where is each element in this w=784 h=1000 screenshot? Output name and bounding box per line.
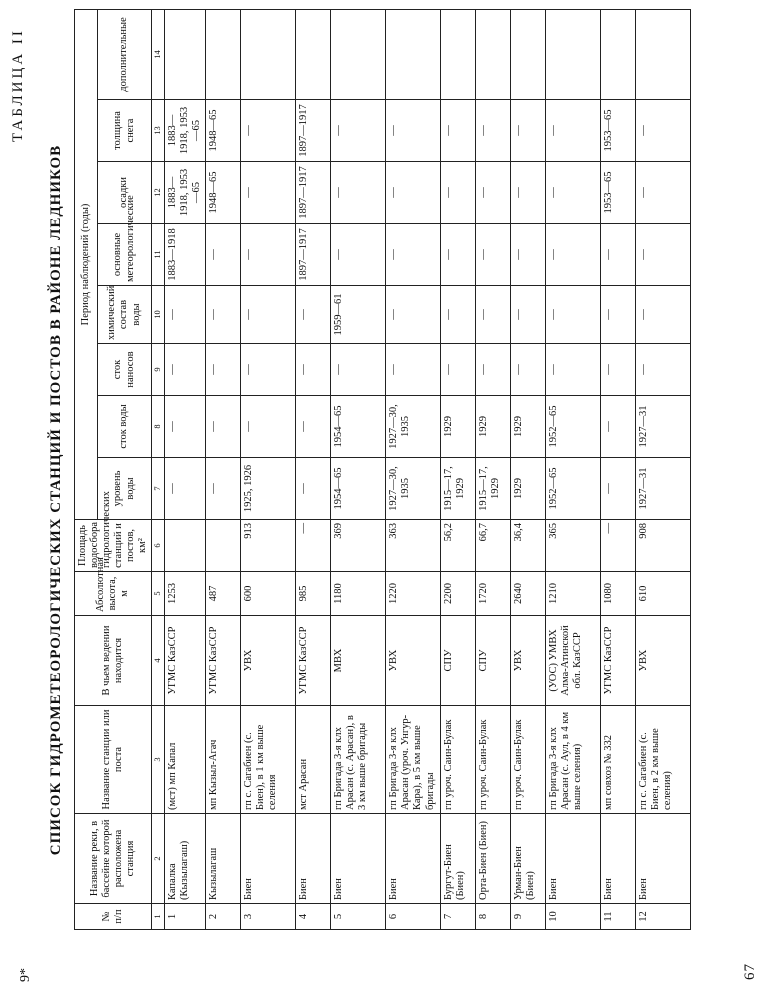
cell-snow: — <box>441 100 476 162</box>
cell-sediment: — <box>476 344 511 396</box>
cell-meteo: — <box>636 224 691 286</box>
cell-meteo: — <box>476 224 511 286</box>
cell-agency: УГМС КазССР <box>601 616 636 706</box>
cell-meteo: — <box>546 224 601 286</box>
cell-agency: СПУ <box>476 616 511 706</box>
cell-station: мст Арасан <box>296 706 331 814</box>
cell-chemistry: — <box>546 286 601 344</box>
cell-sediment: — <box>546 344 601 396</box>
cell-precip: — <box>546 162 601 224</box>
cell-snow: 1897—1917 <box>296 100 331 162</box>
cell-river: Биен <box>386 814 441 904</box>
cell-extra <box>331 9 386 99</box>
cell-agency: УВХ <box>386 616 441 706</box>
cell-level: 1929 <box>511 458 546 520</box>
header-meteo: основные метеорологические <box>97 224 152 286</box>
cell-num: 2 <box>206 904 241 930</box>
cell-flow: 1929 <box>441 396 476 458</box>
cell-station: гп уроч. Саин-Булак <box>511 706 546 814</box>
col-number: 5 <box>152 572 165 616</box>
cell-altitude: 1720 <box>476 572 511 616</box>
header-precip: осадки <box>97 162 152 224</box>
table-row <box>206 9 241 929</box>
cell-meteo: — <box>206 224 241 286</box>
cell-meteo: — <box>331 224 386 286</box>
cell-level: 1925, 1926 <box>241 458 296 520</box>
cell-extra <box>241 9 296 99</box>
cell-area: 913 <box>241 520 296 572</box>
header-level: уровень воды <box>97 458 152 520</box>
cell-snow: — <box>546 100 601 162</box>
cell-num: 5 <box>331 904 386 930</box>
cell-agency: СПУ <box>441 616 476 706</box>
cell-precip: — <box>476 162 511 224</box>
cell-river: Биен <box>296 814 331 904</box>
header-flow: сток воды <box>97 396 152 458</box>
cell-precip: — <box>636 162 691 224</box>
cell-precip: 1897—1917 <box>296 162 331 224</box>
table-row <box>241 9 296 929</box>
cell-station: гп уроч. Саин-Булак <box>476 706 511 814</box>
cell-snow: 1953—65 <box>601 100 636 162</box>
cell-extra <box>476 9 511 99</box>
cell-river: Кызылагаш <box>206 814 241 904</box>
cell-flow: 1954—65 <box>331 396 386 458</box>
cell-agency: УГМС КазССР <box>206 616 241 706</box>
cell-extra <box>296 9 331 99</box>
table-row <box>441 9 476 929</box>
header-row-1 <box>75 9 98 929</box>
cell-area: 363 <box>386 520 441 572</box>
cell-sediment: — <box>511 344 546 396</box>
cell-level: 1952—65 <box>546 458 601 520</box>
cell-altitude: 610 <box>636 572 691 616</box>
cell-station: мп Кызыл-Агач <box>206 706 241 814</box>
cell-agency: МВХ <box>331 616 386 706</box>
cell-extra <box>206 9 241 99</box>
cell-sediment: — <box>331 344 386 396</box>
cell-snow: — <box>636 100 691 162</box>
cell-area <box>206 520 241 572</box>
header-snow: толщина снега <box>97 100 152 162</box>
cell-chemistry: — <box>476 286 511 344</box>
cell-agency: УВХ <box>636 616 691 706</box>
header-extra: дополнительные <box>97 9 152 99</box>
cell-area: 369 <box>331 520 386 572</box>
cell-flow: — <box>165 396 206 458</box>
table-row <box>511 9 546 929</box>
col-number: 13 <box>152 100 165 162</box>
cell-area: 36,4 <box>511 520 546 572</box>
cell-area: — <box>601 520 636 572</box>
cell-snow: — <box>241 100 296 162</box>
cell-level: 1927—30, 1935 <box>386 458 441 520</box>
cell-level: 1954—65 <box>331 458 386 520</box>
stations-table <box>74 9 691 930</box>
cell-chemistry: — <box>296 286 331 344</box>
cell-meteo: — <box>241 224 296 286</box>
cell-river: Биен <box>601 814 636 904</box>
cell-num: 11 <box>601 904 636 930</box>
cell-area <box>165 520 206 572</box>
cell-level: — <box>296 458 331 520</box>
cell-chemistry: — <box>636 286 691 344</box>
cell-altitude: 600 <box>241 572 296 616</box>
cell-chemistry: — <box>601 286 636 344</box>
table-row <box>601 9 636 929</box>
cell-snow: — <box>331 100 386 162</box>
col-number: 11 <box>152 224 165 286</box>
cell-river: Биен <box>331 814 386 904</box>
cell-flow: 1929 <box>511 396 546 458</box>
cell-flow: 1952—65 <box>546 396 601 458</box>
header-river: Название реки, в бассейне которой расположена станция <box>75 814 152 904</box>
cell-flow: 1927—31 <box>636 396 691 458</box>
cell-sediment: — <box>636 344 691 396</box>
cell-area: 365 <box>546 520 601 572</box>
header-num: № п/п <box>75 904 152 930</box>
cell-chemistry: — <box>511 286 546 344</box>
cell-precip: — <box>386 162 441 224</box>
cell-station: гп Бригада 3-я клх Арасан (с. Аул, в 4 км выше селения) <box>546 706 601 814</box>
cell-extra <box>636 9 691 99</box>
cell-precip: — <box>441 162 476 224</box>
cell-meteo: 1897—1917 <box>296 224 331 286</box>
cell-level: — <box>601 458 636 520</box>
cell-sediment: — <box>241 344 296 396</box>
cell-snow: — <box>386 100 441 162</box>
cell-num: 10 <box>546 904 601 930</box>
header-agency: В чьем ведении находится <box>75 616 152 706</box>
cell-agency: УВХ <box>241 616 296 706</box>
header-sediment: сток наносов <box>97 344 152 396</box>
cell-extra <box>511 9 546 99</box>
cell-snow: 1948—65 <box>206 100 241 162</box>
cell-snow: — <box>476 100 511 162</box>
cell-area: 56,2 <box>441 520 476 572</box>
cell-precip: 1948—65 <box>206 162 241 224</box>
header-altitude: Абсолютная высота, м <box>75 572 152 616</box>
cell-altitude: 1210 <box>546 572 601 616</box>
col-number: 1 <box>152 904 165 930</box>
col-number: 10 <box>152 286 165 344</box>
cell-chemistry: — <box>241 286 296 344</box>
cell-meteo: — <box>386 224 441 286</box>
cell-area: 66,7 <box>476 520 511 572</box>
cell-chemistry: — <box>441 286 476 344</box>
cell-extra <box>386 9 441 99</box>
cell-num: 4 <box>296 904 331 930</box>
table-row <box>331 9 386 929</box>
cell-altitude: 487 <box>206 572 241 616</box>
col-number: 2 <box>152 814 165 904</box>
cell-altitude: 2640 <box>511 572 546 616</box>
cell-precip: 1883—1918, 1953—65 <box>165 162 206 224</box>
cell-station: гп с. Сагабиен (с. Биен), в 1 км выше селения <box>241 706 296 814</box>
cell-area: 908 <box>636 520 691 572</box>
cell-station: гп с. Сагабиен (с. Биен, в 2 км выше селения) <box>636 706 691 814</box>
column-numbers-row <box>152 9 165 929</box>
col-number: 4 <box>152 616 165 706</box>
cell-river: Капалка (Кызылагаш) <box>165 814 206 904</box>
cell-station: (мст) мп Капал <box>165 706 206 814</box>
cell-agency: УГМС КазССР <box>296 616 331 706</box>
cell-chemistry: — <box>386 286 441 344</box>
cell-river: Биен <box>241 814 296 904</box>
cell-meteo: — <box>441 224 476 286</box>
cell-meteo: — <box>601 224 636 286</box>
cell-flow: — <box>601 396 636 458</box>
cell-flow: 1929 <box>476 396 511 458</box>
col-number: 6 <box>152 520 165 572</box>
cell-agency: УВХ <box>511 616 546 706</box>
col-number: 8 <box>152 396 165 458</box>
cell-num: 9 <box>511 904 546 930</box>
cell-num: 1 <box>165 904 206 930</box>
table-label: ТАБЛИЦА II <box>10 28 26 142</box>
cell-num: 8 <box>476 904 511 930</box>
cell-precip: 1953—65 <box>601 162 636 224</box>
cell-sediment: — <box>441 344 476 396</box>
table-row <box>386 9 441 929</box>
cell-station: гп Бригада 3-я клх Арасан (уроч. Унгур-Кара), в 5 км выше бригады <box>386 706 441 814</box>
cell-river: Орта-Биен (Биен) <box>476 814 511 904</box>
cell-altitude: 1180 <box>331 572 386 616</box>
cell-meteo: — <box>511 224 546 286</box>
cell-agency: (УОС) УМВХ Алма-Атинской обл. КазССР <box>546 616 601 706</box>
table-row <box>296 9 331 929</box>
cell-flow: 1927—30, 1935 <box>386 396 441 458</box>
cell-sediment: — <box>206 344 241 396</box>
header-station: Название станции или поста <box>75 706 152 814</box>
cell-altitude: 1253 <box>165 572 206 616</box>
cell-num: 7 <box>441 904 476 930</box>
cell-chemistry: 1959—61 <box>331 286 386 344</box>
table-row <box>636 9 691 929</box>
cell-extra <box>165 9 206 99</box>
header-chemistry: химический состав воды <box>97 286 152 344</box>
cell-snow: — <box>511 100 546 162</box>
cell-sediment: — <box>296 344 331 396</box>
cell-station: гп уроч. Саин-Булак <box>441 706 476 814</box>
table-row <box>165 9 206 929</box>
cell-extra <box>546 9 601 99</box>
col-number: 3 <box>152 706 165 814</box>
cell-station: гп Бригада 3-я клх Арасан (с. Арасан), в 3 км выше бригады <box>331 706 386 814</box>
cell-flow: — <box>206 396 241 458</box>
cell-station: мп совхоз № 332 <box>601 706 636 814</box>
cell-sediment: — <box>386 344 441 396</box>
cell-precip: — <box>331 162 386 224</box>
cell-sediment: — <box>165 344 206 396</box>
cell-extra <box>601 9 636 99</box>
cell-sediment: — <box>601 344 636 396</box>
cell-altitude: 985 <box>296 572 331 616</box>
cell-altitude: 2200 <box>441 572 476 616</box>
table-row <box>476 9 511 929</box>
cell-level: — <box>206 458 241 520</box>
header-period: Период наблюдений (годы) <box>75 9 98 519</box>
cell-num: 12 <box>636 904 691 930</box>
cell-agency: УГМС КазССР <box>165 616 206 706</box>
col-number: 7 <box>152 458 165 520</box>
cell-river: Урман-Биен (Биен) <box>511 814 546 904</box>
cell-meteo: 1883—1918 <box>165 224 206 286</box>
cell-level: 1927—31 <box>636 458 691 520</box>
cell-river: Бургут-Биен (Биен) <box>441 814 476 904</box>
cell-flow: — <box>241 396 296 458</box>
page-signature: 67 <box>742 963 758 980</box>
cell-flow: — <box>296 396 331 458</box>
cell-chemistry: — <box>165 286 206 344</box>
document-title: СПИСОК ГИДРОМЕТЕОРОЛОГИЧЕСКИХ СТАНЦИЙ И ПОСТОВ В РАЙОНЕ ЛЕДНИКОВ <box>48 144 64 856</box>
col-number: 14 <box>152 9 165 99</box>
cell-precip: — <box>241 162 296 224</box>
cell-river: Биен <box>546 814 601 904</box>
cell-extra <box>441 9 476 99</box>
cell-precip: — <box>511 162 546 224</box>
page-number: 9* <box>18 968 33 982</box>
cell-altitude: 1080 <box>601 572 636 616</box>
cell-chemistry: — <box>206 286 241 344</box>
cell-level: 1915—17, 1929 <box>476 458 511 520</box>
header-area: Площадь водосбора гидрологических станций и постов, км² <box>75 520 152 572</box>
col-number: 12 <box>152 162 165 224</box>
cell-level: 1915—17, 1929 <box>441 458 476 520</box>
cell-num: 6 <box>386 904 441 930</box>
cell-area: — <box>296 520 331 572</box>
cell-river: Биен <box>636 814 691 904</box>
cell-num: 3 <box>241 904 296 930</box>
table-row <box>546 9 601 929</box>
col-number: 9 <box>152 344 165 396</box>
cell-level: — <box>165 458 206 520</box>
cell-snow: 1883—1918, 1953—65 <box>165 100 206 162</box>
cell-altitude: 1220 <box>386 572 441 616</box>
